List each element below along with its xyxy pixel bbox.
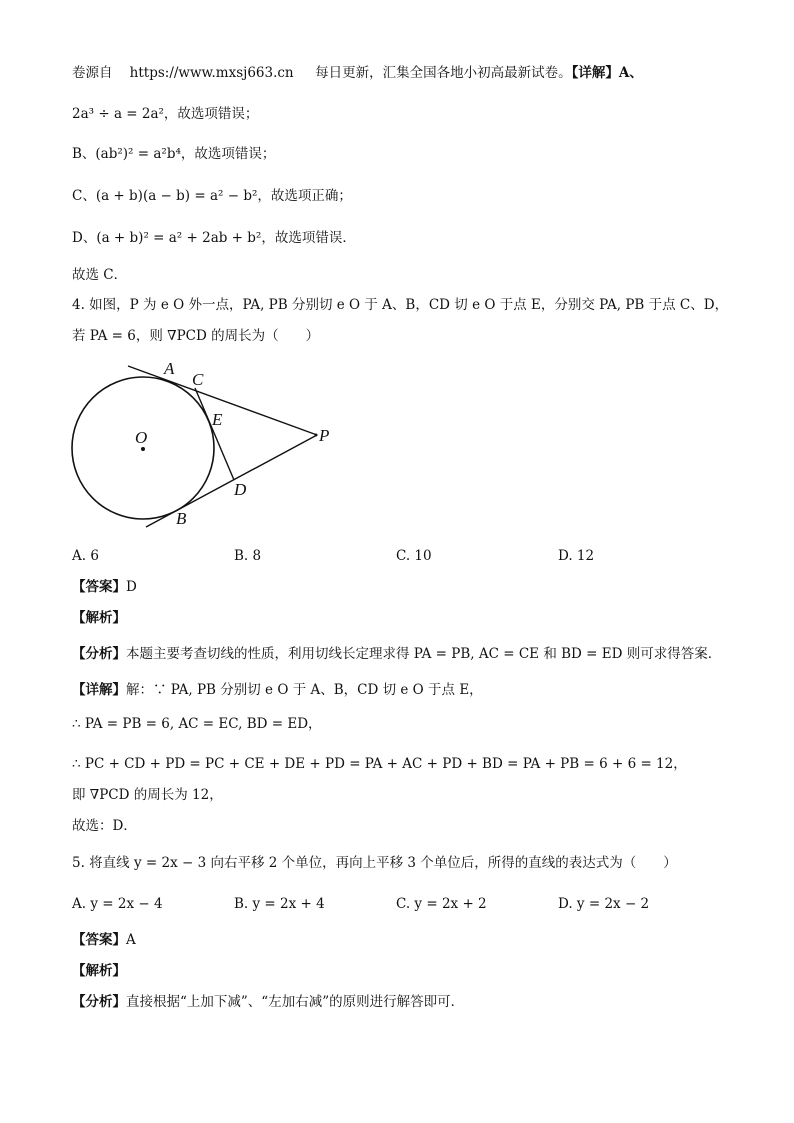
tangent-cd xyxy=(195,388,234,480)
q4-conclusion: 故选：D． xyxy=(72,818,137,834)
point-p-dot xyxy=(315,434,318,437)
q4-option-a: A. 6 xyxy=(72,548,99,564)
label-p: P xyxy=(319,426,330,445)
q5-option-a: A. y = 2x − 4 xyxy=(72,896,163,912)
q3-line-d: D、(a + b)² = a² + 2ab + b²，故选项错误． xyxy=(72,230,356,246)
q4-stem-2: 若 PA = 6，则 ∇PCD 的周长为（ ） xyxy=(72,328,320,344)
label-o: O xyxy=(135,428,148,447)
q3-line-b: B、(ab²)² = a²b⁴，故选项错误； xyxy=(72,146,276,162)
q4-answer-value: D xyxy=(126,579,137,595)
q4-option-b: B. 8 xyxy=(234,548,262,564)
header-detail-prefix: 【详解】A、 xyxy=(571,65,643,81)
q5-option-b: B. y = 2x + 4 xyxy=(234,896,325,912)
label-a: A xyxy=(164,359,175,378)
q5-option-c: C. y = 2x + 2 xyxy=(396,896,487,912)
q4-figure xyxy=(60,355,350,535)
q3-conclusion: 故选 C． xyxy=(72,267,128,283)
q4-step-1-text: 解：∵ PA, PB 分别切 e O 于 A、B，CD 切 e O 于点 E， xyxy=(126,682,483,698)
q4-step-3: ∴ PC + CD + PD = PC + CE + DE + PD = PA + AC + PD + BD = PA + PB = 6 + 6 = 12， xyxy=(72,756,687,772)
q4-xiangjie-label: 【详解】 xyxy=(72,682,126,698)
q5-answer-value: A xyxy=(126,932,136,948)
center-dot xyxy=(141,447,145,451)
q4-option-c: C. 10 xyxy=(396,548,432,564)
tangent-pa xyxy=(128,366,317,435)
header-url[interactable]: https://www.mxsj663.cn xyxy=(129,65,294,81)
tangent-pb xyxy=(146,435,317,527)
label-c: C xyxy=(192,370,204,389)
q5-answer xyxy=(72,931,136,949)
q5-fenxi xyxy=(72,993,464,1011)
header-slogan: 每日更新，汇集全国各地小初高最新试卷。 xyxy=(315,65,572,81)
q3-line-a: 2a³ ÷ a = 2a²，故选项错误； xyxy=(72,106,259,122)
q3-line-c: C、(a + b)(a − b) = a² − b²，故选项正确； xyxy=(72,188,352,204)
label-b: B xyxy=(176,509,187,528)
q4-fenxi xyxy=(72,645,721,663)
label-d: D xyxy=(234,480,247,499)
q4-fenxi-label: 【分析】 xyxy=(72,646,126,662)
q5-fenxi-text: 直接根据“上加下减”、“左加右减”的原则进行解答即可． xyxy=(126,994,465,1010)
q4-stem-1: 4. 如图，P 为 e O 外一点，PA, PB 分别切 e O 于 A、B，CD 切 e O 于点 E，分别交 PA, PB 于点 C、D， xyxy=(72,297,729,313)
q4-analysis-label: 【解析】 xyxy=(72,610,126,626)
header-source: 卷源自 xyxy=(72,65,113,81)
header-line xyxy=(72,64,643,82)
label-e: E xyxy=(212,410,223,429)
q4-step-4: 即 ∇PCD 的周长为 12， xyxy=(72,787,223,803)
q5-option-d: D. y = 2x − 2 xyxy=(558,896,650,912)
q4-step-1 xyxy=(72,681,483,699)
q5-fenxi-label: 【分析】 xyxy=(72,994,126,1010)
q4-answer xyxy=(72,578,137,596)
q4-step-2: ∴ PA = PB = 6, AC = EC, BD = ED， xyxy=(72,716,322,732)
q4-option-d: D. 12 xyxy=(558,548,595,564)
q5-answer-label: 【答案】 xyxy=(72,932,126,948)
q5-analysis-label: 【解析】 xyxy=(72,963,126,979)
q4-answer-label: 【答案】 xyxy=(72,579,126,595)
q4-fenxi-text: 本题主要考查切线的性质，利用切线长定理求得 PA = PB, AC = CE 和 BD = ED 则可求得答案． xyxy=(126,646,722,662)
q5-stem: 5. 将直线 y = 2x − 3 向右平移 2 个单位，再向上平移 3 个单位后，所得的直线的表达式为（ ） xyxy=(72,855,677,871)
